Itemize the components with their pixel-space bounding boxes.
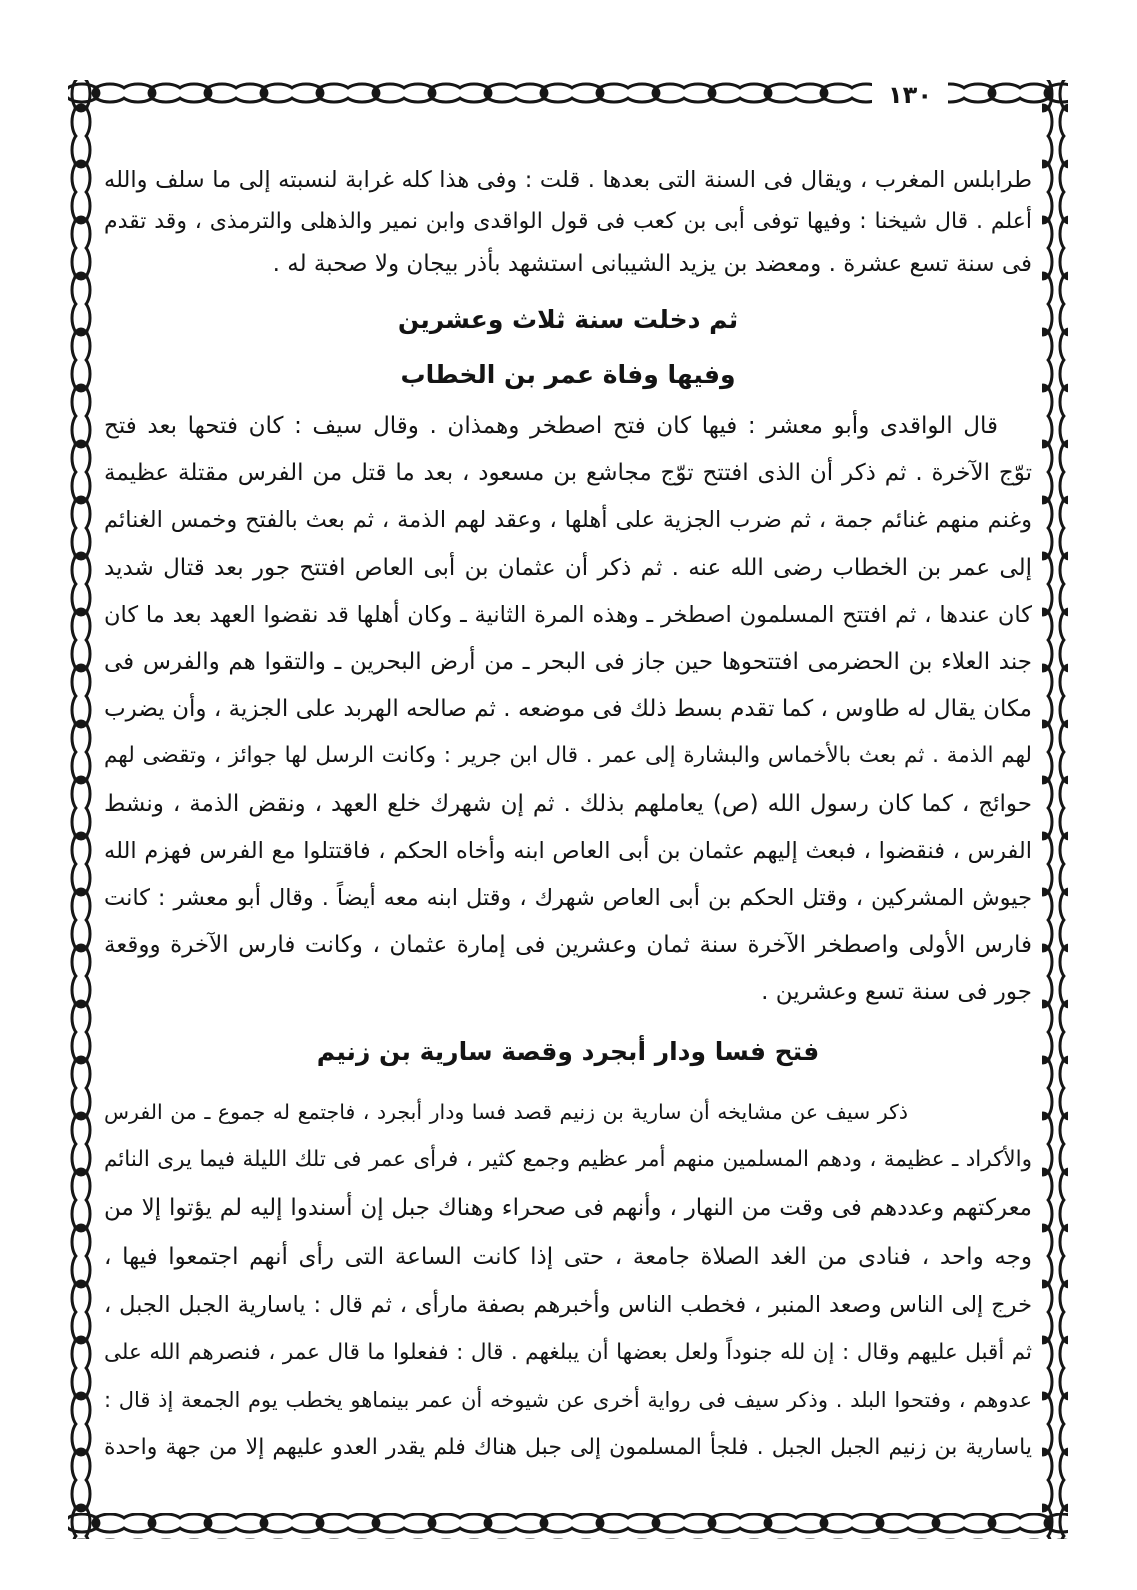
text-line: عدوهم ، وفتحوا البلد . وذكر سيف فى رواية أخرى عن شيوخه أن عمر بينماهو يخطب يوم الجمعة إذ قال : <box>104 1388 1032 1412</box>
text-line: ذكر سيف عن مشايخه أن سارية بن زنيم قصد فسا ودار أبجرد ، فاجتمع له جموع ـ من الفرس <box>104 1100 908 1124</box>
text-line: لهم الذمة . ثم بعث بالأخماس والبشارة إلى عمر . قال ابن جرير : وكانت الرسل لها جوائز ، وتقضى لهم <box>104 743 1032 768</box>
border-bottom <box>68 1513 1068 1539</box>
text-line: كان عندها ، ثم افتتح المسلمون اصطخر ـ وهذه المرة الثانية ـ وكان أهلها قد نقضوا العهد بعد ما كان <box>104 602 1032 628</box>
text-line: فارس الأولى واصطخر الآخرة سنة ثمان وعشرين فى إمارة عثمان ، وكانت فارس الآخرة ووقعة <box>104 932 1032 958</box>
text-line: جند العلاء بن الحضرمى افتتحوها حين جاز فى البحر ـ من أرض البحرين ـ والتقوا هم والفرس فى <box>104 649 1032 675</box>
text-line: وغنم منهم غنائم جمة ، ثم ضرب الجزية على أهلها ، وعقد لهم الذمة ، ثم بعث بالفتح وخمس الغنائم <box>104 507 1032 533</box>
text-line: إلى عمر بن الخطاب رضى الله عنه . ثم ذكر أن عثمان بن أبى العاص افتتح جور بعد قتال شديد <box>104 555 1032 581</box>
text-line: توّج الآخرة . ثم ذكر أن الذى افتتح توّج مجاشع بن مسعود ، بعد ما قتل من الفرس مقتلة عظيمة <box>104 460 1032 486</box>
text-line: قال الواقدى وأبو معشر : فيها كان فتح اصطخر وهمذان . وقال سيف : كان فتحها بعد فتح <box>104 413 998 439</box>
text-line: معركتهم وعددهم فى وقت من النهار ، وأنهم فى صحراء وهناك جبل إن أسندوا إليه لم يؤتوا إلا من <box>104 1195 1032 1221</box>
page-number: ١٣٠ <box>872 78 948 112</box>
section-heading: فتح فسا ودار أبجرد وقصة سارية بن زنيم <box>316 1037 820 1066</box>
chapter-heading: ثم دخلت سنة ثلاث وعشرين <box>397 305 739 334</box>
text-line: والأكراد ـ عظيمة ، ودهم المسلمين منهم أمر عظيم وجمع كثير ، فرأى عمر فى تلك الليلة فيما يرى النائم <box>104 1147 1032 1172</box>
text-line: مكان يقال له طاوس ، كما تقدم بسط ذلك فى موضعه . ثم صالحه الهربد على الجزية ، وأن يضرب <box>104 696 1032 722</box>
text-line: أعلم . قال شيخنا : وفيها توفى أبى بن كعب فى قول الواقدى وابن نمير والذهلى والترمذى ، وقد تقدم <box>104 209 1032 234</box>
text-line: خرج إلى الناس وصعد المنبر ، فخطب الناس وأخبرهم بصفة مارأى ، ثم قال : ياسارية الجبل الجبل ، <box>104 1292 1032 1318</box>
text-line: جيوش المشركين ، وقتل الحكم بن أبى العاص شهرك ، وقتل ابنه معه أيضاً . وقال أبو معشر : كانت <box>104 885 1032 911</box>
section-heading: وفيها وفاة عمر بن الخطاب <box>400 360 736 389</box>
text-line: جور فى سنة تسع وعشرين . <box>761 979 1032 1005</box>
text-line: ثم أقبل عليهم وقال : إن لله جنوداً ولعل بعضها أن يبلغهم . قال : ففعلوا ما قال عمر ، فنصرهم الله على <box>104 1340 1032 1365</box>
text-line: حوائج ، كما كان رسول الله (ص) يعاملهم بذلك . ثم إن شهرك خلع العهد ، ونقض الذمة ، ونشط <box>104 791 1032 817</box>
text-line: ياسارية بن زنيم الجبل الجبل . فلجأ المسلمون إلى جبل هناك فلم يقدر العدو عليهم إلا من جهة واحدة <box>104 1435 1032 1460</box>
border-right <box>1042 80 1068 1539</box>
text-line: الفرس ، فنقضوا ، فبعث إليهم عثمان بن أبى العاص ابنه وأخاه الحكم ، فاقتتلوا مع الفرس فهزم الله <box>104 838 1032 864</box>
text-line: وجه واحد ، فنادى من الغد الصلاة جامعة ، حتى إذا كانت الساعة التى رأى أنهم اجتمعوا فيها ، <box>104 1244 1032 1270</box>
border-left <box>68 80 94 1539</box>
text-line: فى سنة تسع عشرة . ومعضد بن يزيد الشيبانى استشهد بأذر بيجان ولا صحبة له . <box>272 251 1032 277</box>
text-line: طرابلس المغرب ، ويقال فى السنة التى بعدها . قلت : وفى هذا كله غرابة لنسبته إلى ما سلف والله <box>104 167 1032 193</box>
